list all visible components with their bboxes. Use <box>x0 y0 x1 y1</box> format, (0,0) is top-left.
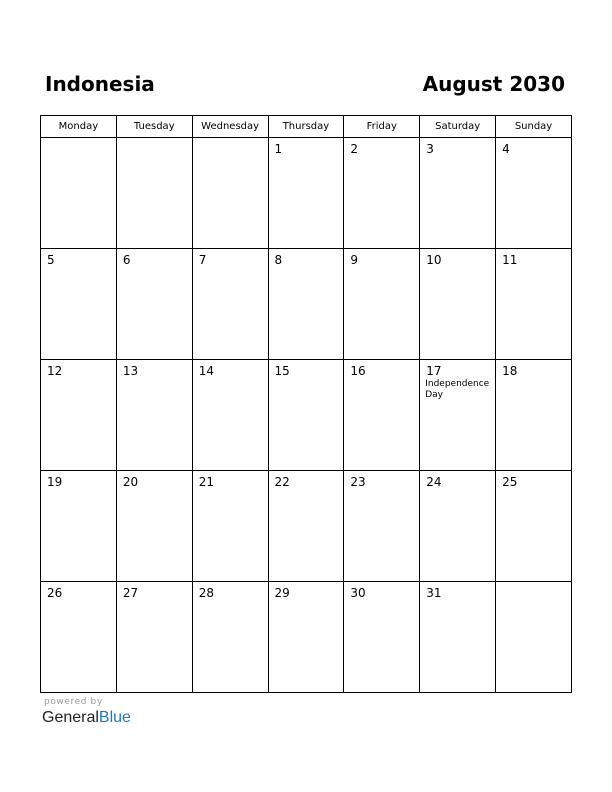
day-cell <box>116 360 192 471</box>
day-cell <box>420 471 496 582</box>
day-number: 4 <box>502 142 510 156</box>
day-number: 25 <box>502 475 518 489</box>
holiday-label <box>117 142 192 143</box>
day-number: 1 <box>274 142 283 156</box>
day-cell <box>192 360 268 471</box>
day-cell <box>268 360 344 471</box>
week-row-3 <box>41 360 572 471</box>
holiday-label <box>41 378 116 379</box>
weekday-saturday: Saturday <box>420 116 496 138</box>
holiday-label <box>420 156 495 157</box>
week-row-4 <box>41 471 572 582</box>
day-number: 2 <box>350 142 359 156</box>
holiday-label <box>496 156 571 157</box>
day-number: 16 <box>350 364 366 378</box>
holiday-label <box>496 489 571 490</box>
day-number: 6 <box>122 253 131 267</box>
holiday-label <box>117 378 192 379</box>
holiday-label <box>344 489 419 490</box>
month-title: August 2030 <box>422 72 565 96</box>
day-cell <box>41 471 117 582</box>
holiday-label <box>117 489 192 490</box>
holiday-label <box>269 600 344 601</box>
day-number: 8 <box>274 253 283 267</box>
day-cell <box>192 138 268 249</box>
holiday-label <box>193 378 268 379</box>
day-cell <box>41 582 117 693</box>
holiday-label <box>496 267 571 268</box>
weekday-tuesday: Tuesday <box>116 116 192 138</box>
holiday-label <box>496 586 571 587</box>
weekday-wednesday: Wednesday <box>192 116 268 138</box>
holiday-label: Independence Day <box>425 379 490 400</box>
day-cell <box>496 138 572 249</box>
day-cell <box>116 471 192 582</box>
day-number: 28 <box>198 586 214 600</box>
holiday-label <box>193 489 268 490</box>
week-row-1 <box>41 138 572 249</box>
generalblue-logo <box>42 708 131 728</box>
country-title: Indonesia <box>45 72 155 96</box>
holiday-label <box>117 600 192 601</box>
day-number: 9 <box>350 253 359 267</box>
week-row-2 <box>41 249 572 360</box>
day-cell <box>192 249 268 360</box>
day-number: 5 <box>47 253 55 267</box>
day-number: 30 <box>350 586 366 600</box>
weekday-thursday: Thursday <box>268 116 344 138</box>
holiday-label <box>41 489 116 490</box>
day-cell <box>268 138 344 249</box>
day-number: 27 <box>122 586 139 600</box>
weekday-header-row <box>41 116 572 138</box>
day-cell <box>496 471 572 582</box>
holiday-label <box>269 156 344 157</box>
weekday-sunday: Sunday <box>496 116 572 138</box>
day-cell <box>268 582 344 693</box>
brand-blue: Blue <box>98 709 131 726</box>
day-cell <box>344 249 420 360</box>
day-number: 14 <box>198 364 214 378</box>
brand-general: General <box>42 709 99 726</box>
holiday-label <box>420 600 495 601</box>
day-cell <box>116 582 192 693</box>
day-number: 23 <box>350 475 366 489</box>
holiday-label <box>269 378 344 379</box>
day-cell <box>116 138 192 249</box>
day-cell <box>420 249 496 360</box>
holiday-label <box>344 600 419 601</box>
holiday-label <box>41 600 116 601</box>
weekday-friday: Friday <box>344 116 420 138</box>
day-number: 18 <box>502 364 518 378</box>
holiday-label <box>41 142 116 143</box>
day-cell <box>192 471 268 582</box>
day-number: 7 <box>198 253 207 267</box>
day-cell <box>420 138 496 249</box>
day-cell <box>344 471 420 582</box>
day-cell <box>41 249 117 360</box>
day-number: 15 <box>274 364 290 378</box>
day-number: 22 <box>274 475 290 489</box>
day-cell <box>268 249 344 360</box>
day-cell <box>344 360 420 471</box>
day-number: 31 <box>426 586 442 600</box>
day-number: 13 <box>122 364 139 378</box>
day-number: 26 <box>47 586 63 600</box>
holiday-label <box>269 267 344 268</box>
weekday-monday: Monday <box>41 116 117 138</box>
holiday-label <box>41 267 116 268</box>
day-cell <box>116 249 192 360</box>
day-cell <box>344 138 420 249</box>
day-number: 12 <box>47 364 63 378</box>
day-cell <box>268 471 344 582</box>
week-row-5 <box>41 582 572 693</box>
day-cell-holiday <box>420 360 496 471</box>
day-cell <box>496 582 572 693</box>
day-number: 29 <box>274 586 290 600</box>
holiday-label <box>193 142 268 143</box>
day-number: 20 <box>122 475 139 489</box>
day-number: 3 <box>426 142 434 156</box>
day-cell <box>496 249 572 360</box>
holiday-label <box>344 156 419 157</box>
day-cell <box>41 360 117 471</box>
holiday-label <box>344 267 419 268</box>
holiday-label <box>193 600 268 601</box>
holiday-label <box>420 489 495 490</box>
day-number: 24 <box>426 475 442 489</box>
day-cell <box>496 360 572 471</box>
day-number: 19 <box>47 475 63 489</box>
holiday-label <box>193 267 268 268</box>
holiday-label <box>117 267 192 268</box>
day-number: 21 <box>198 475 214 489</box>
day-cell <box>41 138 117 249</box>
day-cell <box>420 582 496 693</box>
day-cell <box>192 582 268 693</box>
calendar-grid <box>40 115 572 693</box>
day-number: 10 <box>426 253 442 267</box>
holiday-label <box>269 489 344 490</box>
holiday-label <box>420 267 495 268</box>
day-number: 11 <box>502 253 518 267</box>
day-number: 17 <box>426 364 442 378</box>
holiday-label <box>496 378 571 379</box>
holiday-label <box>344 378 419 379</box>
powered-by-text: powered by <box>44 697 103 707</box>
day-cell <box>344 582 420 693</box>
